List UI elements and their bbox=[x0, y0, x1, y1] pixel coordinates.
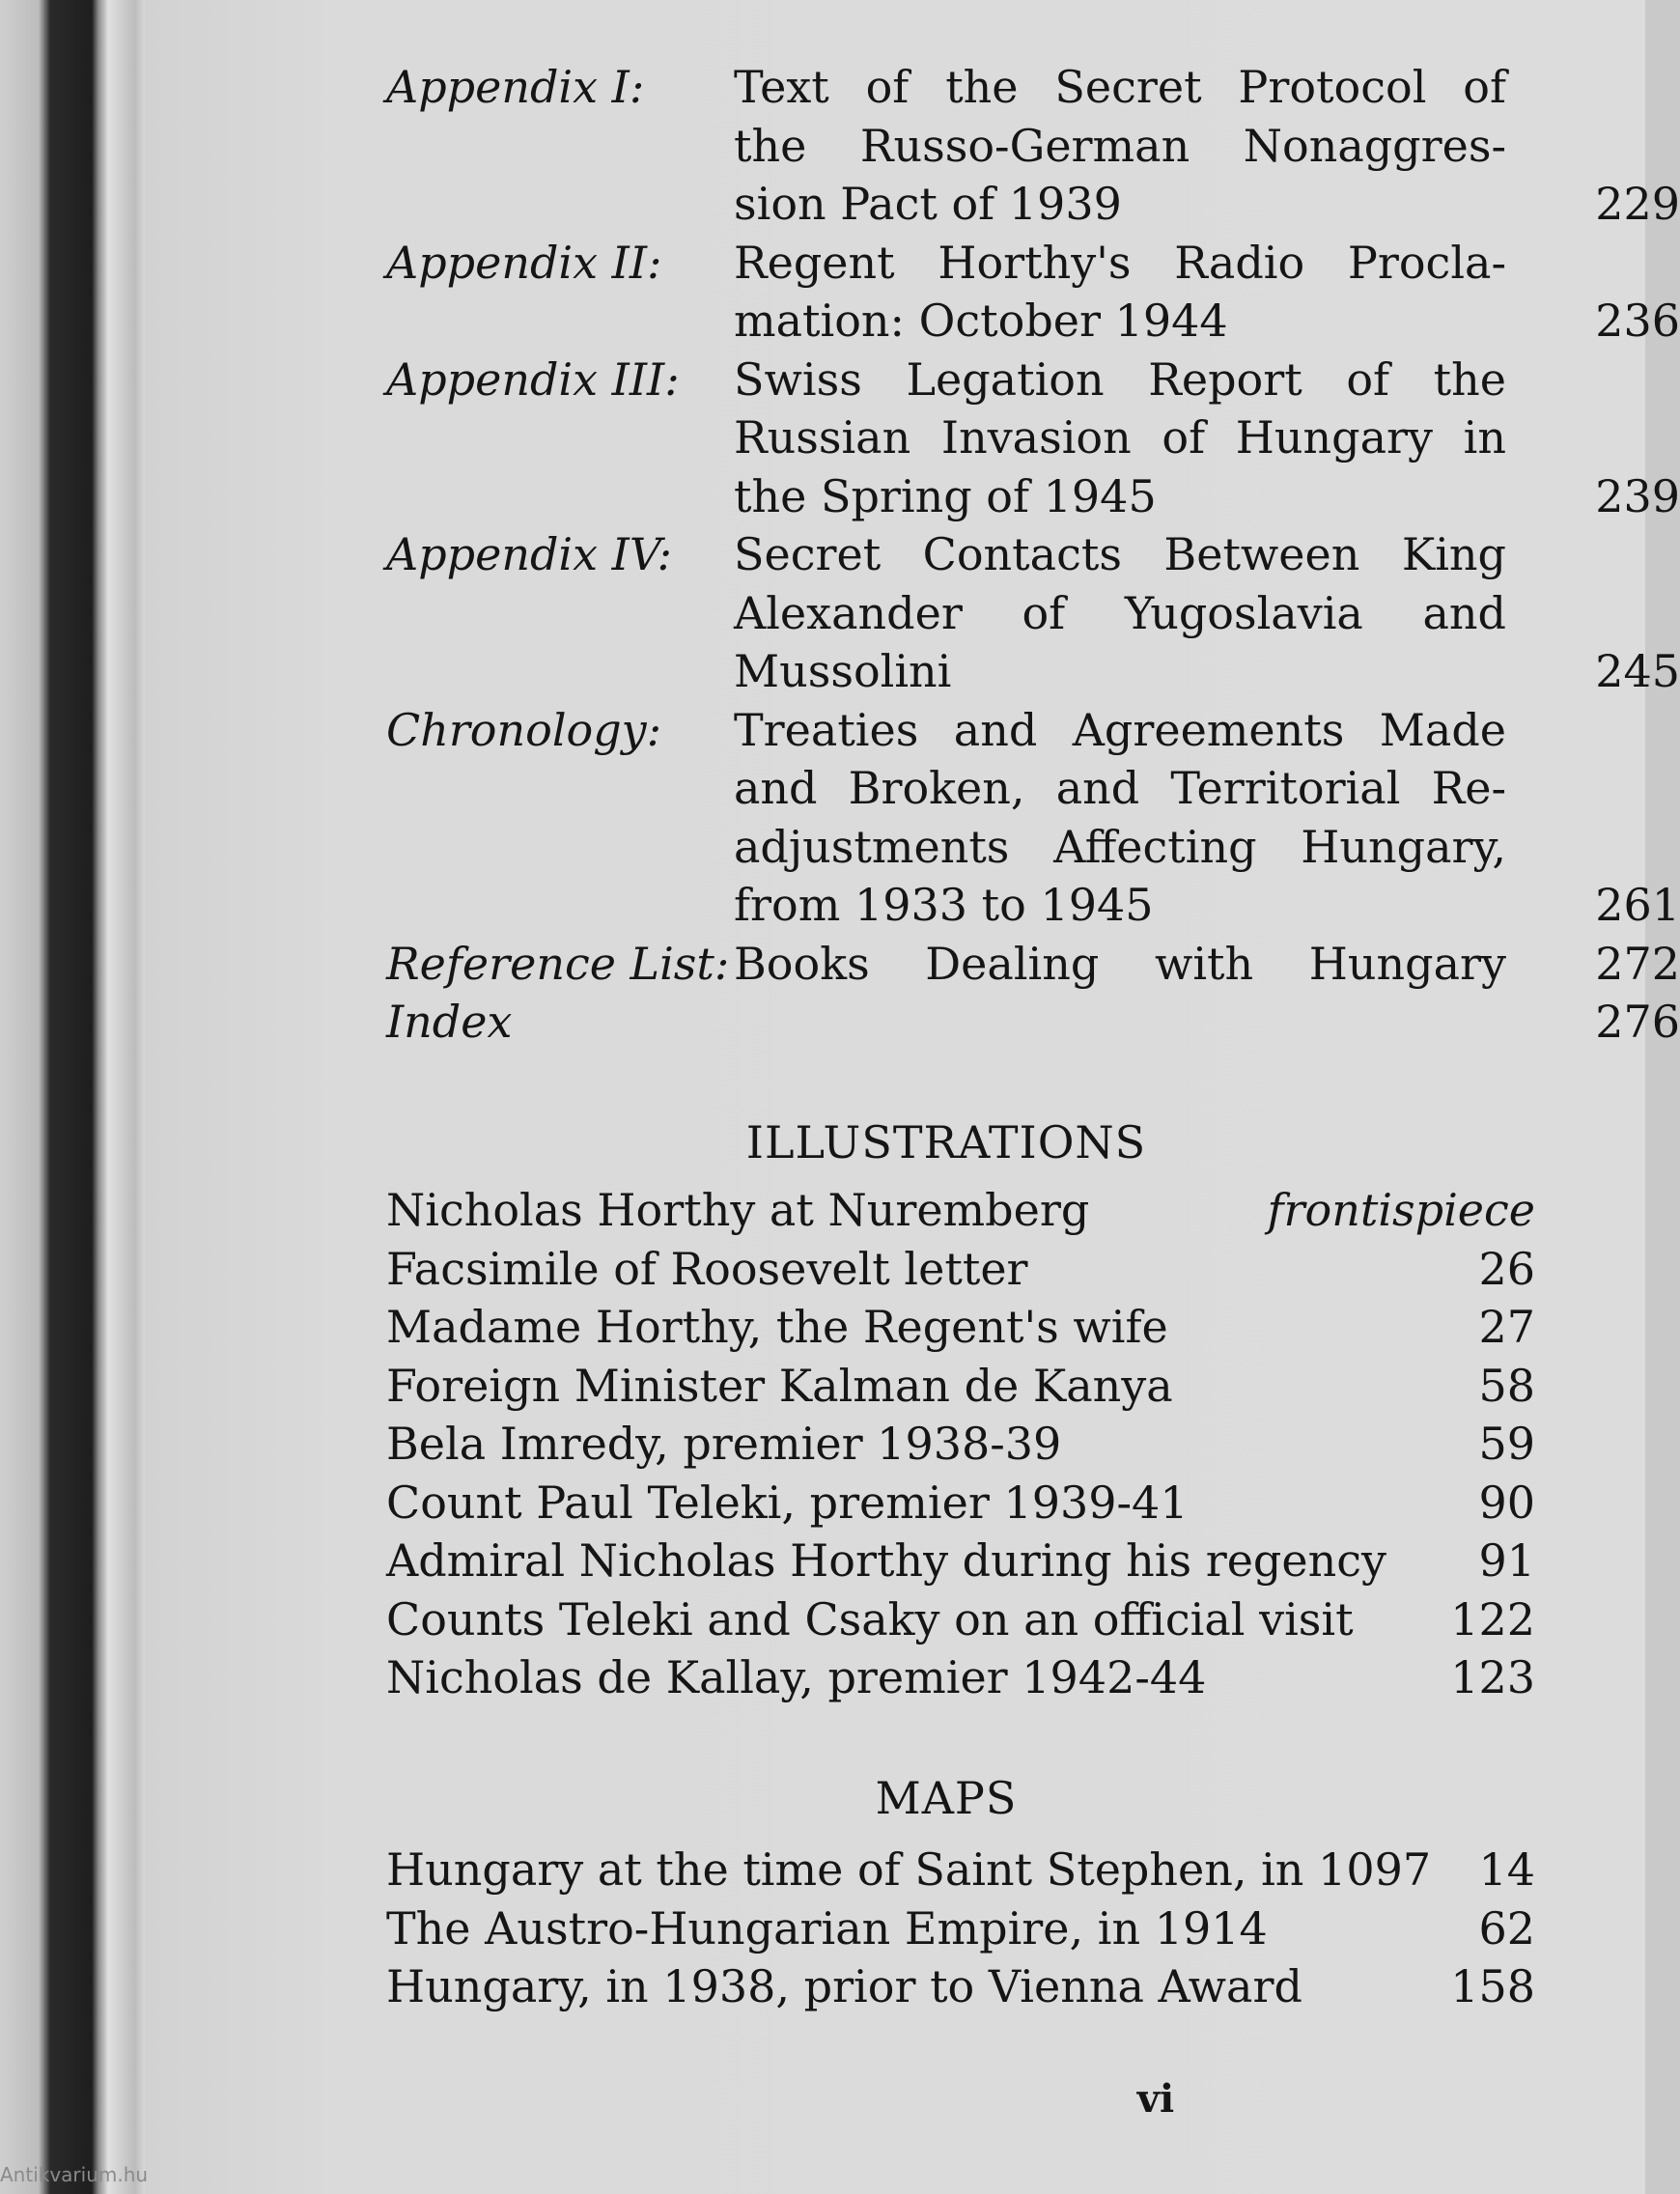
illustration-row bbox=[386, 1240, 1535, 1299]
illustration-page: 26 bbox=[1478, 1242, 1535, 1295]
appendix-title-line: Russian Invasion of Hungary in bbox=[734, 411, 1506, 464]
appendix-title-line: sion Pact of 1939 bbox=[734, 178, 1122, 230]
illustrations-heading: ILLUSTRATIONS bbox=[745, 1115, 1147, 1168]
appendix-page-number: 239 bbox=[1595, 469, 1680, 522]
appendix-title-line: Books Dealing with Hungary bbox=[734, 937, 1506, 990]
appendix-title-line: Secret Contacts Between King bbox=[734, 528, 1506, 580]
index-page-number: 276 bbox=[1595, 996, 1680, 1048]
book-page bbox=[145, 0, 1680, 2194]
illustration-row bbox=[386, 1648, 1535, 1707]
map-page: 14 bbox=[1478, 1843, 1535, 1896]
maps-section bbox=[386, 1769, 1680, 2016]
illustration-row bbox=[386, 1181, 1535, 1240]
appendix-page-cell bbox=[1506, 234, 1680, 351]
appendix-entry bbox=[386, 58, 1680, 234]
maps-heading: MAPS bbox=[875, 1771, 1018, 1824]
illustration-row bbox=[386, 1474, 1535, 1533]
illustration-page: 27 bbox=[1478, 1301, 1535, 1353]
appendix-page-cell bbox=[1506, 351, 1680, 526]
appendix-title bbox=[734, 525, 1506, 701]
illustration-page: frontispiece bbox=[1267, 1184, 1535, 1236]
appendix-section bbox=[386, 58, 1680, 1052]
appendix-page-cell bbox=[1506, 525, 1680, 701]
map-page: 158 bbox=[1450, 1960, 1535, 2012]
book-spine bbox=[0, 0, 145, 2194]
appendix-title-line: from 1933 to 1945 bbox=[734, 879, 1154, 931]
illustration-title: Madame Horthy, the Regent's wife bbox=[386, 1301, 1168, 1353]
appendix-entry bbox=[386, 525, 1680, 701]
watermark: Antikvarium.hu bbox=[0, 2163, 149, 2186]
illustration-title: Count Paul Teleki, premier 1939-41 bbox=[386, 1476, 1189, 1529]
contents-list bbox=[386, 58, 1680, 2016]
map-title: Hungary, in 1938, prior to Vienna Award bbox=[386, 1960, 1302, 2012]
illustrations-section bbox=[386, 1113, 1680, 1707]
illustration-title: Admiral Nicholas Horthy during his regency bbox=[386, 1534, 1386, 1587]
illustration-page: 123 bbox=[1450, 1651, 1535, 1703]
appendix-page-cell bbox=[1506, 935, 1680, 994]
appendix-title-line: mation: October 1944 bbox=[734, 295, 1228, 347]
appendix-title-line: Text of the Secret Protocol of bbox=[734, 61, 1506, 113]
appendix-label: Appendix I: bbox=[386, 61, 645, 113]
appendix-label: Reference List: bbox=[386, 937, 730, 990]
illustration-page: 90 bbox=[1478, 1476, 1535, 1529]
appendix-title-line: and Broken, and Territorial Re- bbox=[734, 762, 1506, 814]
page-number: vi bbox=[1136, 2076, 1175, 2122]
illustration-title: Nicholas Horthy at Nuremberg bbox=[386, 1184, 1090, 1236]
appendix-entry bbox=[386, 935, 1680, 994]
illustration-title: Bela Imredy, premier 1938-39 bbox=[386, 1418, 1062, 1470]
appendix-title bbox=[734, 58, 1506, 234]
illustration-row bbox=[386, 1532, 1535, 1590]
illustration-title: Foreign Minister Kalman de Kanya bbox=[386, 1359, 1173, 1412]
appendix-title-line: Alexander of Yugoslavia and bbox=[734, 586, 1506, 639]
appendix-title bbox=[734, 351, 1506, 526]
appendix-title-line: Mussolini bbox=[734, 645, 952, 697]
index-title-line bbox=[734, 993, 1506, 1052]
appendix-page-number: 236 bbox=[1595, 295, 1680, 347]
appendix-page-number: 261 bbox=[1595, 879, 1680, 931]
map-row bbox=[386, 1957, 1535, 2016]
appendix-title bbox=[734, 701, 1506, 935]
illustration-page: 59 bbox=[1478, 1418, 1535, 1470]
index-title bbox=[734, 993, 1506, 1052]
appendix-title-line: Swiss Legation Report of the bbox=[734, 352, 1506, 406]
appendix-title bbox=[734, 935, 1506, 994]
appendix-entry bbox=[386, 701, 1680, 935]
index-label: Index bbox=[386, 996, 513, 1048]
appendix-page-number: 272 bbox=[1595, 937, 1680, 990]
appendix-title-line: Treaties and Agreements Made bbox=[734, 703, 1506, 756]
appendix-title-line: adjustments Affecting Hungary, bbox=[734, 820, 1506, 873]
appendix-page-number: 229 bbox=[1595, 178, 1680, 230]
page-folio bbox=[145, 2076, 1645, 2122]
appendix-label: Appendix IV: bbox=[386, 528, 672, 580]
appendix-page-cell bbox=[1506, 58, 1680, 234]
index-page-cell bbox=[1506, 993, 1680, 1052]
appendix-page-cell bbox=[1506, 701, 1680, 935]
appendix-entry bbox=[386, 351, 1680, 526]
illustration-title: Counts Teleki and Csaky on an official visit bbox=[386, 1592, 1354, 1646]
appendix-page-number: 245 bbox=[1595, 645, 1680, 697]
appendix-label: Appendix III: bbox=[386, 352, 680, 406]
appendix-entry bbox=[386, 234, 1680, 351]
map-row bbox=[386, 1899, 1535, 1958]
appendix-title bbox=[734, 234, 1506, 351]
appendix-title-line: the Russo-German Nonaggres- bbox=[734, 119, 1506, 172]
illustration-page: 122 bbox=[1450, 1592, 1535, 1646]
illustration-title: Facsimile of Roosevelt letter bbox=[386, 1242, 1028, 1295]
appendix-title-line: Regent Horthy's Radio Procla- bbox=[734, 236, 1506, 289]
appendix-label: Chronology: bbox=[386, 703, 662, 756]
illustration-page: 91 bbox=[1478, 1534, 1535, 1587]
illustration-title: Nicholas de Kallay, premier 1942-44 bbox=[386, 1651, 1207, 1703]
index-entry bbox=[386, 993, 1680, 1052]
appendix-label: Appendix II: bbox=[386, 236, 662, 289]
map-row bbox=[386, 1841, 1535, 1899]
illustration-row bbox=[386, 1415, 1535, 1474]
illustration-row bbox=[386, 1298, 1535, 1357]
illustration-page: 58 bbox=[1478, 1359, 1535, 1412]
map-title: Hungary at the time of Saint Stephen, in 1097 bbox=[386, 1843, 1432, 1896]
map-title: The Austro-Hungarian Empire, in 1914 bbox=[386, 1901, 1268, 1955]
illustration-row bbox=[386, 1590, 1535, 1649]
map-page: 62 bbox=[1478, 1901, 1535, 1955]
illustration-row bbox=[386, 1357, 1535, 1416]
appendix-title-line: the Spring of 1945 bbox=[734, 469, 1157, 522]
